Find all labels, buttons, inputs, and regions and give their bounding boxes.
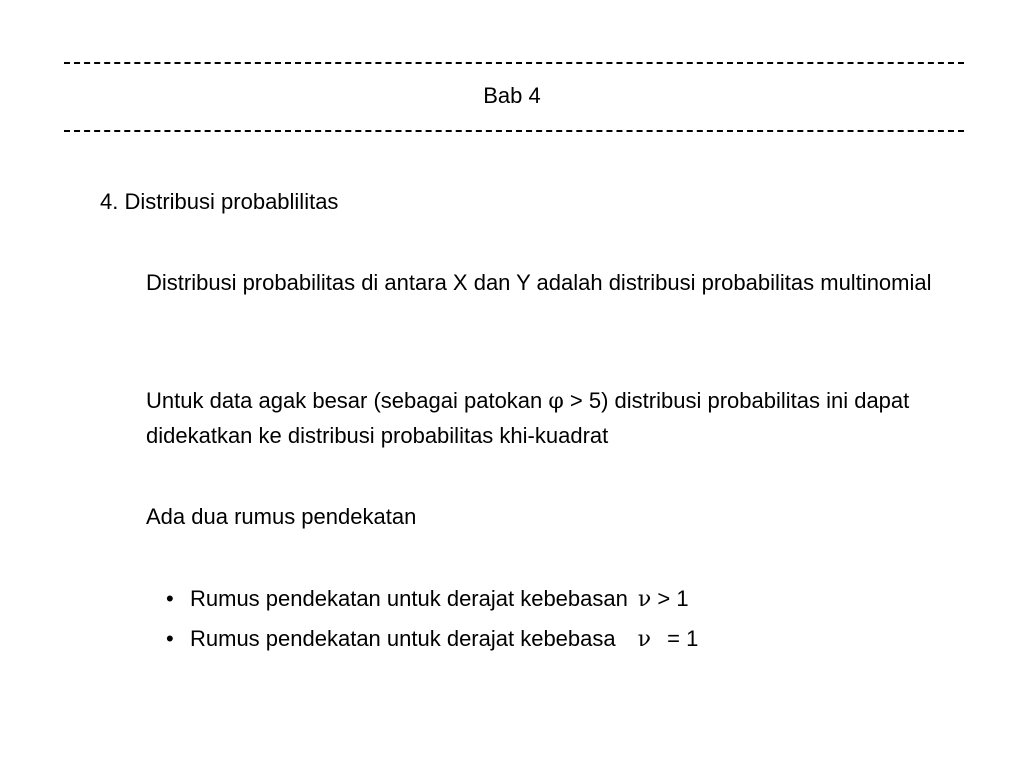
nu-symbol: ν [637,587,652,612]
bullet-condition: = 1 [667,626,699,651]
paragraph-two-formulas: Ada dua rumus pendekatan [146,504,417,529]
paragraph-multinomial: Distribusi probabilitas di antara X dan Y adalah distribusi probabilitas multinomial [146,270,932,295]
dashed-divider-top [64,62,964,64]
formula-bullet-list [160,582,698,662]
bullet-text: Rumus pendekatan untuk derajat kebebasa [190,626,616,651]
paragraph-chi-square [146,384,966,453]
bullet-text: Rumus pendekatan untuk derajat kebebasan [190,586,628,611]
nu-symbol: ν [637,627,652,652]
bullet-condition: > 1 [657,586,689,611]
section-heading: 4. Distribusi probablilitas [100,189,339,214]
phi-symbol: φ [548,389,564,414]
paragraph-chi-square-text-end: > 5) distribusi probabilitas ini dapat didekatkan ke distribusi probabilitas khi-kuadrat [146,388,910,448]
chapter-title: Bab 4 [483,83,541,108]
paragraph-chi-square-text-start: Untuk data agak besar (sebagai patokan [146,388,549,413]
bullet-marker: • [166,586,174,611]
bullet-item-dof-equals-one [160,622,698,662]
dashed-divider-bottom [64,130,964,132]
bullet-item-dof-greater-than-one [160,582,698,622]
bullet-marker: • [166,626,174,651]
